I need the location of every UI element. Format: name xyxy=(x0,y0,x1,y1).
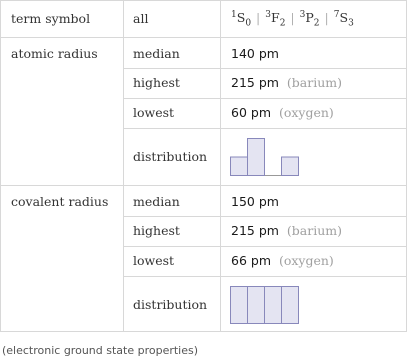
header-term-list: $^1S_0$ | $^3F_2$ | $^3P_2$ | $^7S_3$ xyxy=(231,9,354,29)
atomic-radius-lowest: 60 pm (oxygen) xyxy=(231,105,334,120)
covalent-radius-highest: 215 pm (barium) xyxy=(231,223,342,238)
column-divider xyxy=(220,1,221,331)
atomic-radius-highest: 215 pm (barium) xyxy=(231,75,342,90)
covalent-radius-histogram-bar xyxy=(248,287,265,324)
covalent-radius-histogram xyxy=(229,283,309,327)
term-symbol: $^3P_2$ xyxy=(299,9,320,29)
covalent-radius-label: covalent radius xyxy=(11,194,109,209)
median-label: median xyxy=(133,46,180,61)
header-term-symbol: term symbol xyxy=(11,11,91,26)
atomic-radius-median-value: 140 pm xyxy=(231,46,279,61)
row-divider xyxy=(123,216,407,217)
distribution-label: distribution xyxy=(133,297,208,312)
header-all: all xyxy=(133,11,149,26)
header-divider xyxy=(1,37,407,38)
covalent-radius-lowest: 66 pm (oxygen) xyxy=(231,253,334,268)
highest-label: highest xyxy=(133,223,180,238)
atomic-radius-histogram-bar xyxy=(282,157,299,176)
footnote: (electronic ground state properties) xyxy=(2,344,199,357)
section-divider xyxy=(1,185,407,186)
atomic-radius-histogram-bar xyxy=(231,157,248,176)
term-symbol: $^7S_3$ xyxy=(333,9,354,29)
lowest-label: lowest xyxy=(133,105,175,120)
median-label: median xyxy=(133,194,180,209)
row-divider xyxy=(123,98,407,99)
term-symbol: $^1S_0$ xyxy=(231,9,252,29)
covalent-radius-histogram-bar xyxy=(231,287,248,324)
covalent-radius-histogram-bar xyxy=(282,287,299,324)
covalent-radius-median-value: 150 pm xyxy=(231,194,279,209)
row-divider xyxy=(123,246,407,247)
row-divider xyxy=(123,128,407,129)
column-divider xyxy=(123,1,124,331)
atomic-radius-label: atomic radius xyxy=(11,46,98,61)
row-divider xyxy=(123,276,407,277)
covalent-radius-histogram-bar xyxy=(265,287,282,324)
term-symbol: $^3F_2$ xyxy=(265,9,286,29)
distribution-label: distribution xyxy=(133,149,208,164)
row-divider xyxy=(123,68,407,69)
atomic-radius-histogram-bar xyxy=(248,139,265,176)
atomic-radius-histogram xyxy=(229,135,309,179)
highest-label: highest xyxy=(133,75,180,90)
lowest-label: lowest xyxy=(133,253,175,268)
